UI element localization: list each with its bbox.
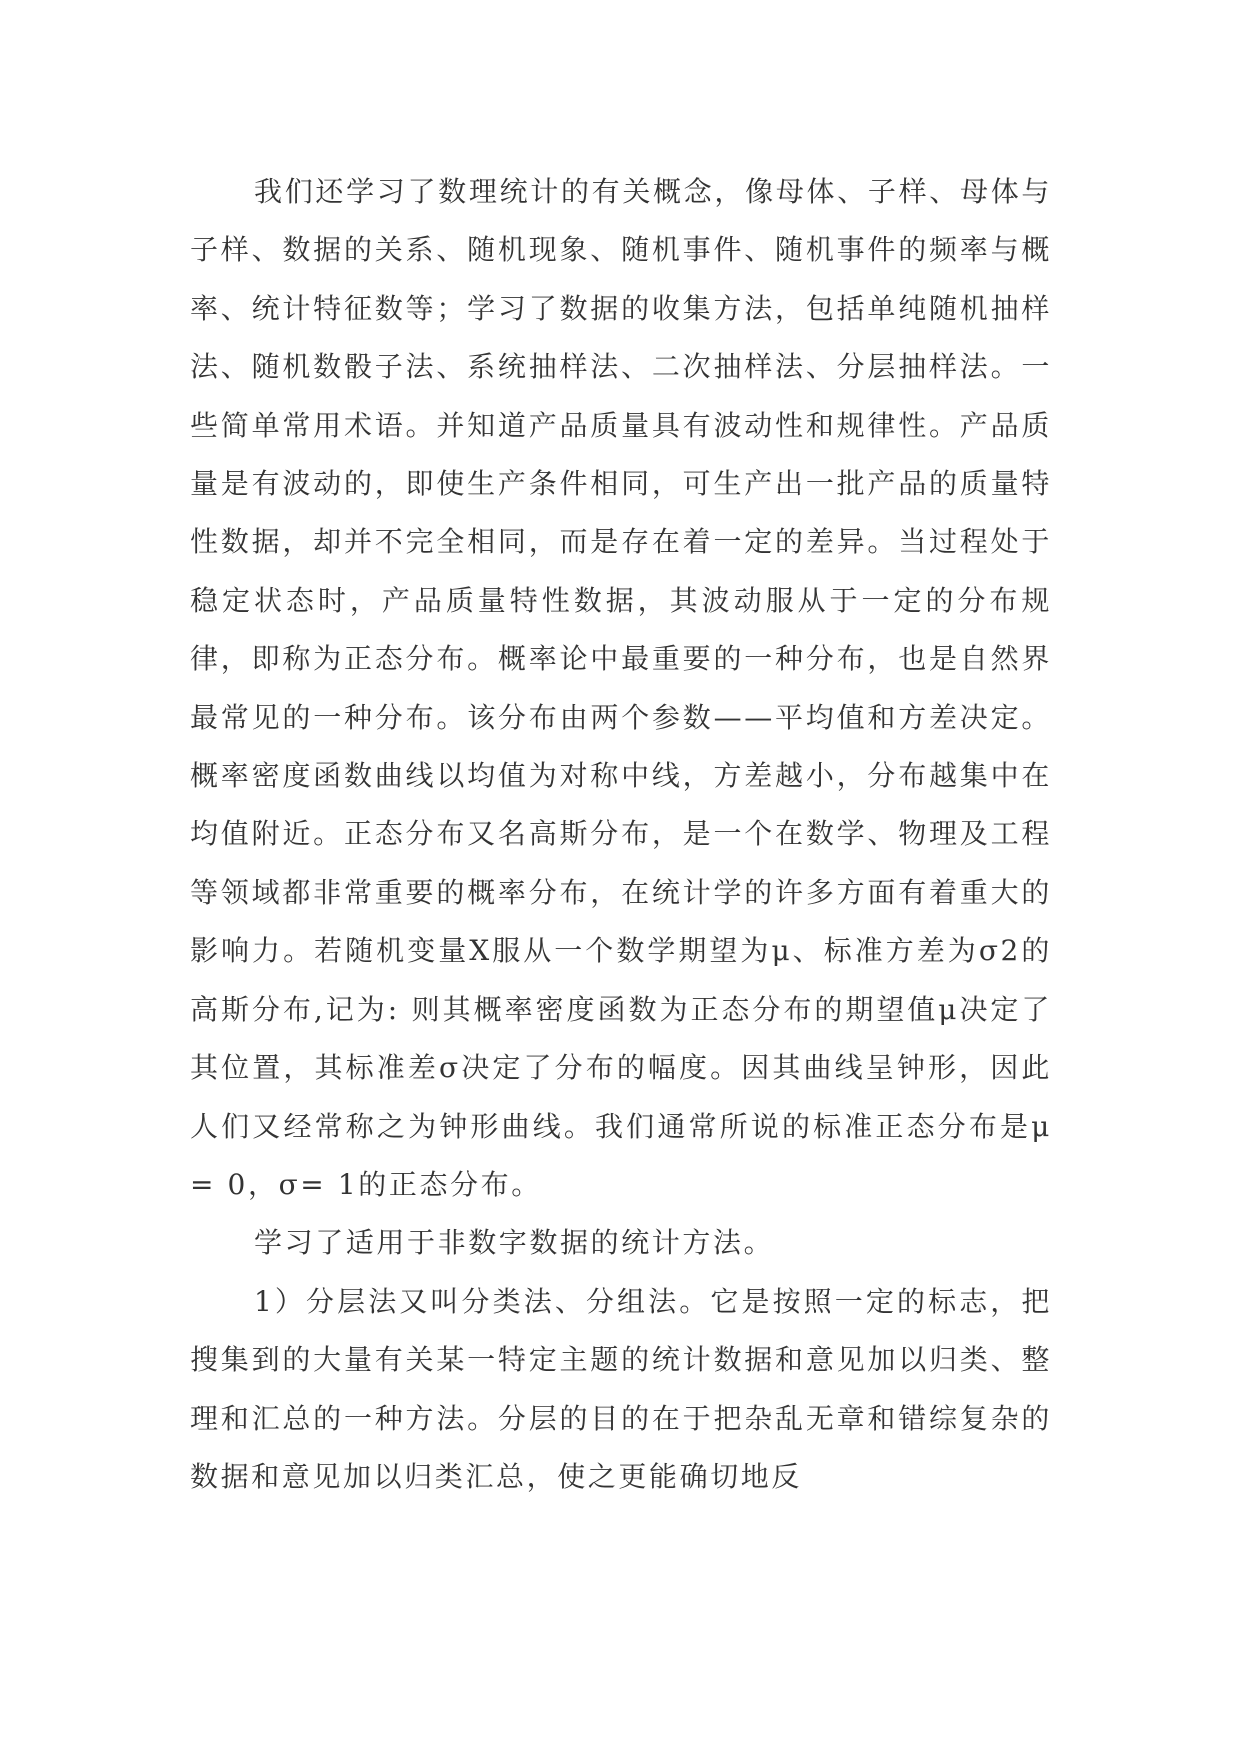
document-body [190, 163, 1052, 1506]
paragraph-non-numeric-methods: 学习了适用于非数字数据的统计方法。 [254, 1226, 775, 1260]
paragraph-stratification-method: 1）分层法又叫分类法、分组法。它是按照一定的标志，把搜集到的大量有关某一特定主题的统计数据和意见加以归类、整理和汇总的一种方法。分层的目的在于把杂乱无章和错综复杂的数据和意见加以归类汇总，使之更能确切地反 [190, 1284, 1052, 1493]
paragraph-statistics-concepts: 我们还学习了数理统计的有关概念，像母体、子样、母体与子样、数据的关系、随机现象、随机事件、随机事件的频率与概率、统计特征数等；学习了数据的收集方法，包括单纯随机抽样法、随机数骰子法、系统抽样法、二次抽样法、分层抽样法。一些简单常用术语。并知道产品质量具有波动性和规律性。产品质量是有波动的，即使生产条件相同，可生产出一批产品的质量特性数据，却并不完全相同，而是存在着一定的差异。当过程处于稳定状态时，产品质量特性数据，其波动服从于一定的分布规律，即称为正态分布。概率论中最重要的一种分布，也是自然界最常见的一种分布。该分布由两个参数——平均值和方差决定。概率密度函数曲线以均值为对称中线，方差越小，分布越集中在均值附近。正态分布又名高斯分布，是一个在数学、物理及工程等领域都非常重要的概率分布，在统计学的许多方面有着重大的影响力。若随机变量X服从一个数学期望为μ、标准方差为σ2的高斯分布,记为: 则其概率密度函数为正态分布的期望值μ决定了其位置，其标准差σ决定了分布的幅度。因其曲线呈钟形，因此人们又经常称之为钟形曲线。我们通常所说的标准正态分布是μ= 0，σ= 1的正态分布。 [190, 175, 1052, 1201]
